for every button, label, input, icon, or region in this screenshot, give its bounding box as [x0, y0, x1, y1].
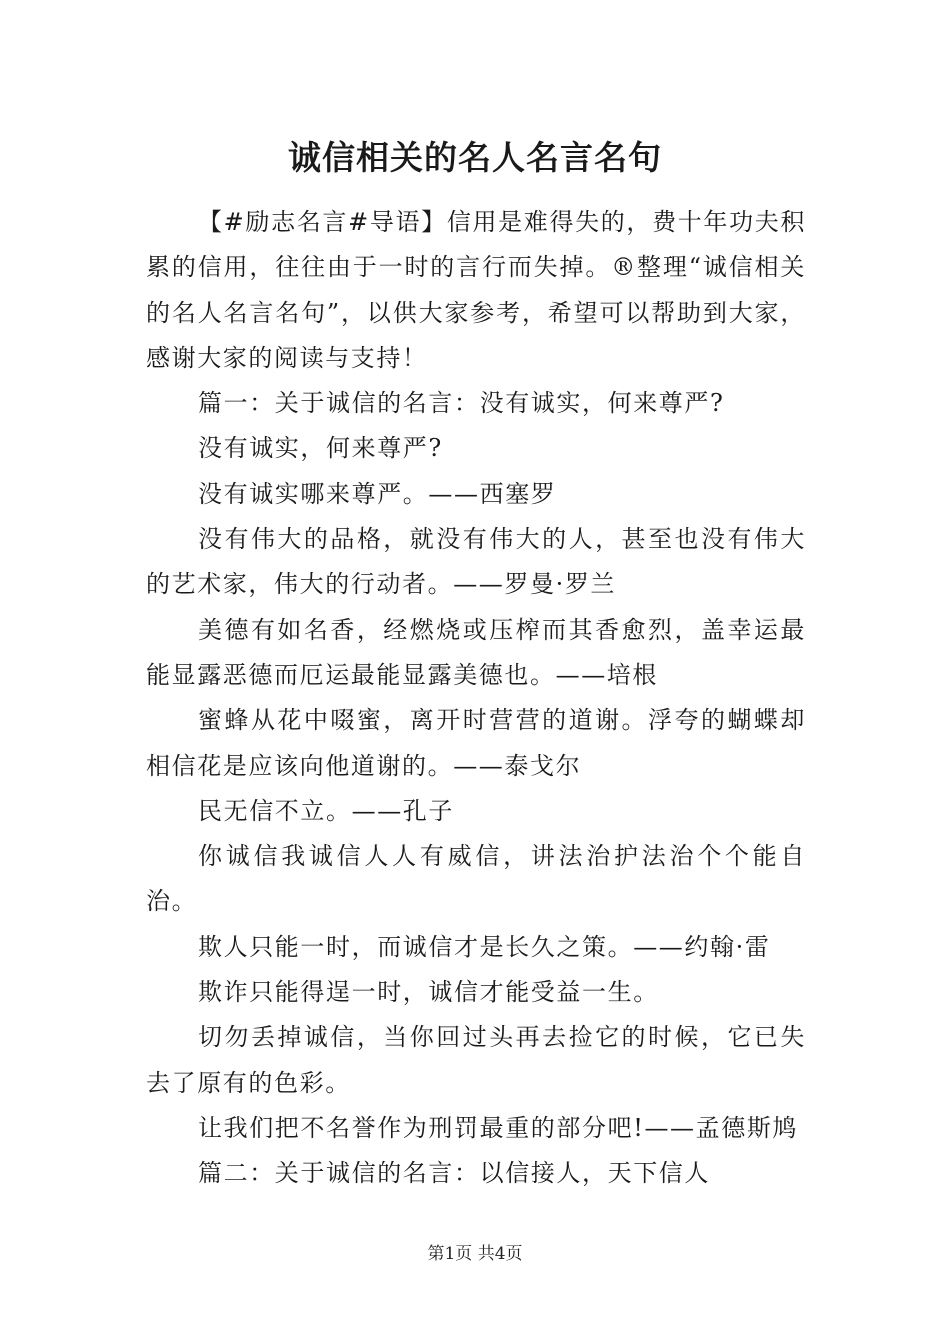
document-body — [146, 200, 806, 1197]
intro-paragraph: 【#励志名言#导语】信用是难得失的，费十年功夫积累的信用，往往由于一时的言行而失掉。®整理“诚信相关的名人名言名句”，以供大家参考，希望可以帮助到大家，感谢大家的阅读与支持！ — [146, 208, 806, 372]
quote-paragraph: 欺人只能一时，而诚信才是长久之策。——约翰·雷 — [198, 932, 771, 961]
quote-paragraph: 让我们把不名誉作为刑罚最重的部分吧!——孟德斯鸠 — [198, 1113, 799, 1142]
quote-paragraph: 没有伟大的品格，就没有伟大的人，甚至也没有伟大的艺术家，伟大的行动者。——罗曼·罗兰 — [146, 525, 806, 599]
quote-paragraph: 你诚信我诚信人人有威信，讲法治护法治个个能自治。 — [146, 842, 806, 916]
quote-paragraph: 欺诈只能得逞一时，诚信才能受益一生。 — [198, 978, 659, 1007]
section-heading-1: 篇一：关于诚信的名言：没有诚实，何来尊严? — [198, 389, 725, 418]
quote-paragraph: 民无信不立。——孔子 — [198, 796, 454, 825]
quote-paragraph: 切勿丢掉诚信，当你回过头再去捡它的时候，它已失去了原有的色彩。 — [146, 1023, 806, 1097]
quote-paragraph: 没有诚实，何来尊严? — [198, 434, 443, 463]
section-heading-2: 篇二：关于诚信的名言：以信接人，天下信人 — [198, 1159, 710, 1188]
quote-paragraph: 美德有如名香，经燃烧或压榨而其香愈烈，盖幸运最能显露恶德而厄运最能显露美德也。——培根 — [146, 615, 806, 689]
quote-paragraph: 蜜蜂从花中啜蜜，离开时营营的道谢。浮夸的蝴蝶却相信花是应该向他道谢的。——泰戈尔 — [146, 706, 806, 780]
document-title: 诚信相关的名人名言名句 — [288, 138, 662, 177]
page-number: 第1页 共4页 — [427, 1244, 523, 1264]
quote-paragraph: 没有诚实哪来尊严。——西塞罗 — [198, 479, 557, 508]
